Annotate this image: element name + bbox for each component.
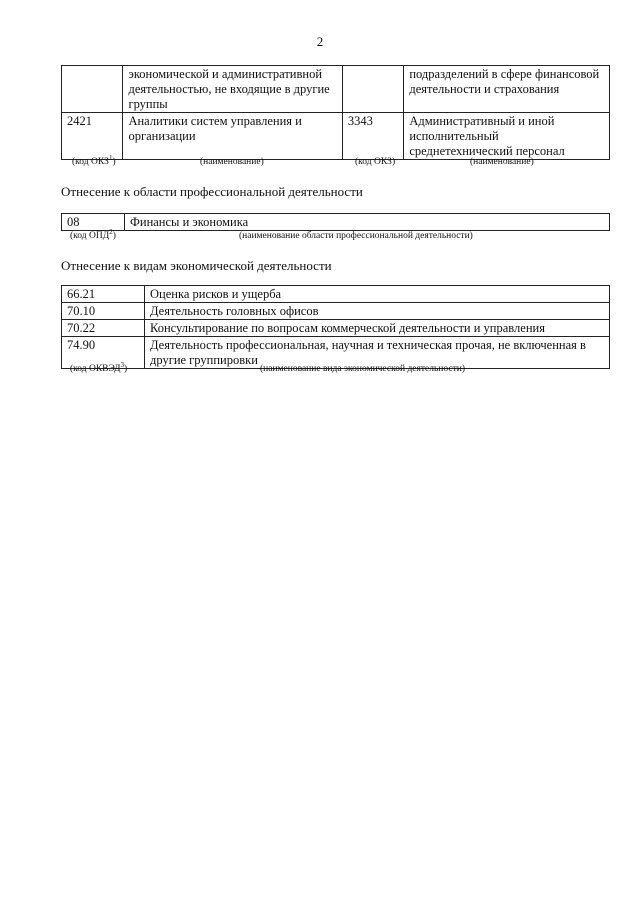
- footnote-mark: 2: [109, 227, 113, 236]
- table-row: [62, 113, 610, 160]
- opd-name-cell: Финансы и экономика: [125, 214, 610, 231]
- page-number: 2: [316, 34, 324, 49]
- okved-code-cell: 70.10: [62, 303, 145, 320]
- opd-code-cell: 08: [62, 214, 125, 231]
- opd-code-caption: [70, 227, 116, 242]
- okved-name-cell: Деятельность профессиональная, научная и техническая прочая, не включенная в другие группировки: [145, 337, 610, 369]
- caption-text: ): [123, 364, 128, 374]
- okz-code-cell: 2421: [62, 113, 123, 160]
- okz-table: [61, 65, 610, 160]
- okz-name-cell: Аналитики систем управления и организации: [123, 113, 342, 160]
- okz-name-cell: экономической и административной деятельностью, не входящие в другие группы: [123, 66, 342, 113]
- okz-name-caption: (наименование): [200, 157, 264, 167]
- okz-name-cell: подразделений в сфере финансовой деятельности и страхования: [404, 66, 610, 113]
- opd-heading: Отнесение к области профессиональной деятельности: [61, 184, 363, 199]
- okz-code-cell: [342, 66, 403, 113]
- caption-text: (код ОПД: [70, 231, 110, 241]
- caption-text: ): [112, 157, 116, 167]
- okved-code-cell: 70.22: [62, 320, 145, 337]
- okved-name-cell: Деятельность головных офисов: [145, 303, 610, 320]
- footnote-mark: 3: [120, 360, 124, 369]
- okved-table: [61, 285, 610, 369]
- table-row: [62, 320, 610, 337]
- okz-name-cell: Административный и иной исполнительный среднетехнический персонал: [404, 113, 610, 160]
- opd-table: [61, 213, 610, 231]
- okz-name-caption: (наименование): [470, 157, 534, 167]
- opd-name-caption: (наименование области профессиональной деятельности): [239, 231, 473, 241]
- okved-code-caption: [70, 360, 128, 375]
- table-row: [62, 286, 610, 303]
- okved-name-cell: Консультирование по вопросам коммерческой деятельности и управления: [145, 320, 610, 337]
- table-row: [62, 66, 610, 113]
- table-row: [62, 303, 610, 320]
- footnote-mark: 1: [108, 153, 113, 162]
- caption-text: ): [112, 231, 116, 241]
- table-row: [62, 214, 610, 231]
- okved-heading: Отнесение к видам экономической деятельности: [61, 258, 332, 273]
- okved-code-cell: 66.21: [62, 286, 145, 303]
- caption-text: (код ОКЗ: [72, 157, 109, 167]
- okved-code-cell: 74.90: [62, 337, 145, 369]
- okz-code-cell: 3343: [342, 113, 403, 160]
- caption-text: (код ОКВЭД: [70, 364, 121, 374]
- okz-code-cell: [62, 66, 123, 113]
- okved-name-cell: Оценка рисков и ущерба: [145, 286, 610, 303]
- okz-code-caption: (код ОКЗ): [355, 157, 396, 167]
- okz-code-caption: [72, 153, 116, 168]
- okved-name-caption: (наименование вида экономической деятельности): [260, 364, 465, 374]
